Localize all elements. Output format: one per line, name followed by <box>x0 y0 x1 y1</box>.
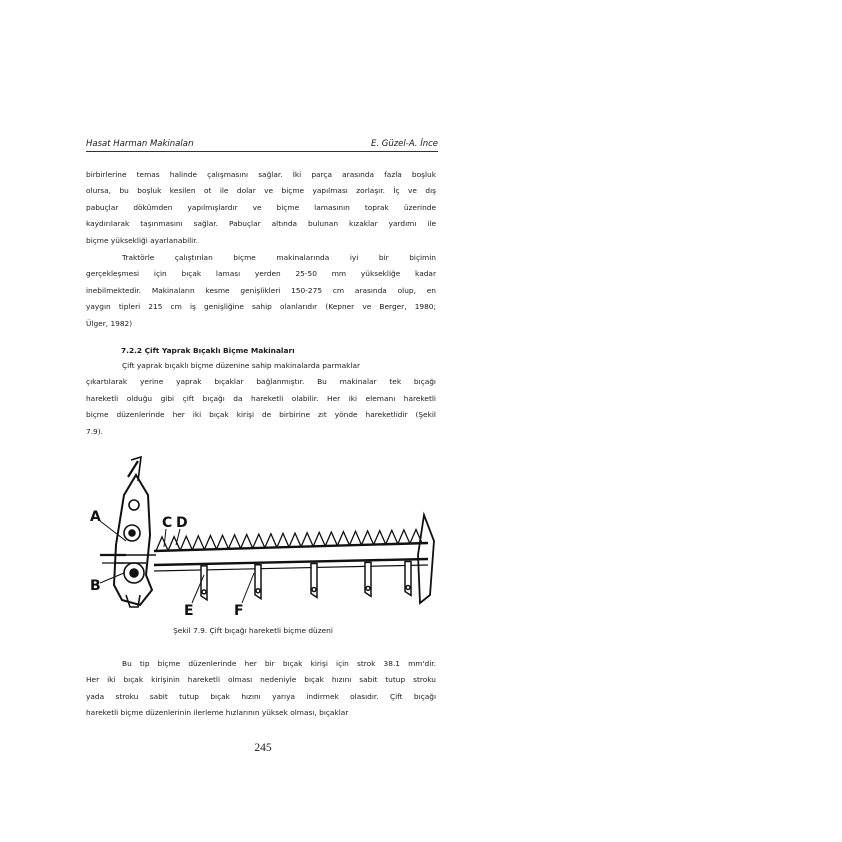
mower-mechanism-figure <box>86 455 438 620</box>
running-header <box>86 139 438 152</box>
support-bracket <box>365 562 371 596</box>
text-line: Çift yaprak bıçaklı biçme düzenine sahip makinalarda parmaklar <box>122 361 361 370</box>
text-line: hareketli biçme düzenlerinin ilerleme hızlarının yüksek olması, bıçaklar <box>86 708 349 718</box>
text-line: Her iki bıçak kirişinin hareketli olması nedeniyle bıçak hızını sabit tutup stroku <box>86 675 436 685</box>
page-number-text: 245 <box>254 742 272 754</box>
bolt <box>202 590 206 594</box>
text-line: olursa, bu boşluk kesilen ot ile dolar ve biçme yapılması zorlaşır. İç ve dış <box>86 186 436 196</box>
text-line: çıkartılarak yerine yaprak bıçaklar bağlanmıştır. Bu makinalar tek bıçağı <box>86 377 436 387</box>
text-line: birbirlerine temas halinde çalışmasını sağlar. İki parça arasında fazla boşluk <box>86 170 436 179</box>
text-line: pabuçlar dökümden yapılmışlardır ve biçme lamasının toprak üzerinde <box>86 202 436 212</box>
text-line: yaygın tipleri 215 cm iş genişliğine sahip olanlarıdır (Kepner ve Berger, 1980; <box>86 302 436 312</box>
text-line: inebilmektedir. Makinaların kesme genişlikleri 150-275 cm arasında olup, en <box>86 285 436 295</box>
bolt <box>366 586 370 590</box>
text-line: kaydırılarak taşınmasını sağlar. Pabuçlar altında bulunan kızaklar yardımı ile <box>86 219 436 229</box>
text-line: hareketli olduğu gibi çift bıçağı da hareketli olabilir. Her iki elemanı hareketli <box>86 393 436 403</box>
support-bracket <box>201 566 207 600</box>
support-bracket <box>255 565 261 599</box>
support-bracket <box>405 561 411 595</box>
paragraph-2 <box>86 250 436 332</box>
bolt <box>256 589 260 593</box>
support-bracket <box>311 563 317 597</box>
text-line: Traktörle çalıştırılan biçme makinalarında iyi bir biçimin <box>122 253 436 262</box>
page-number <box>0 742 842 754</box>
figure-label-f: F <box>234 603 244 619</box>
text-line: Bu tip biçme düzenlerinde her bir bıçak kirişi için strok 38.1 mm'dir. <box>122 659 436 668</box>
text-line: yada stroku sabit tutup bıçak hızını yarıya indirmek olasıdır. Çift bıçağı <box>86 691 436 701</box>
figure-caption <box>0 626 842 635</box>
text-line: gerçekleşmesi için bıçak laması yerden 25-50 mm yüksekliğe kadar <box>86 269 436 279</box>
figure-label-a: A <box>90 509 101 525</box>
figure-label-c: C <box>162 515 173 531</box>
figure-label-b: B <box>90 578 101 594</box>
paragraph-3 <box>86 358 436 440</box>
bolt <box>406 585 410 589</box>
bolt <box>312 587 316 591</box>
paragraph-4 <box>86 656 436 722</box>
text-line: 7.9). <box>86 426 103 436</box>
text-line: Ülger, 1982) <box>86 318 133 328</box>
text-line: biçme yüksekliği ayarlanabilir. <box>86 235 198 245</box>
section-heading: 7.2.2 Çift Yaprak Bıçaklı Biçme Makinaları <box>121 346 295 355</box>
figure-label-d: D <box>176 515 188 531</box>
paragraph-1 <box>86 167 436 249</box>
caption-text: Şekil 7.9. Çift bıçağı hareketli biçme düzeni <box>173 626 333 635</box>
figure-label-e: E <box>184 603 194 619</box>
header-authors: E. Güzel-A. İnce <box>370 139 438 149</box>
text-line: biçme düzenlerinde her iki bıçak kirişi de birbirine zıt yönde hareketlidir (Şekil <box>86 410 436 420</box>
header-book-title: Hasat Harman Makinaları <box>86 139 194 149</box>
